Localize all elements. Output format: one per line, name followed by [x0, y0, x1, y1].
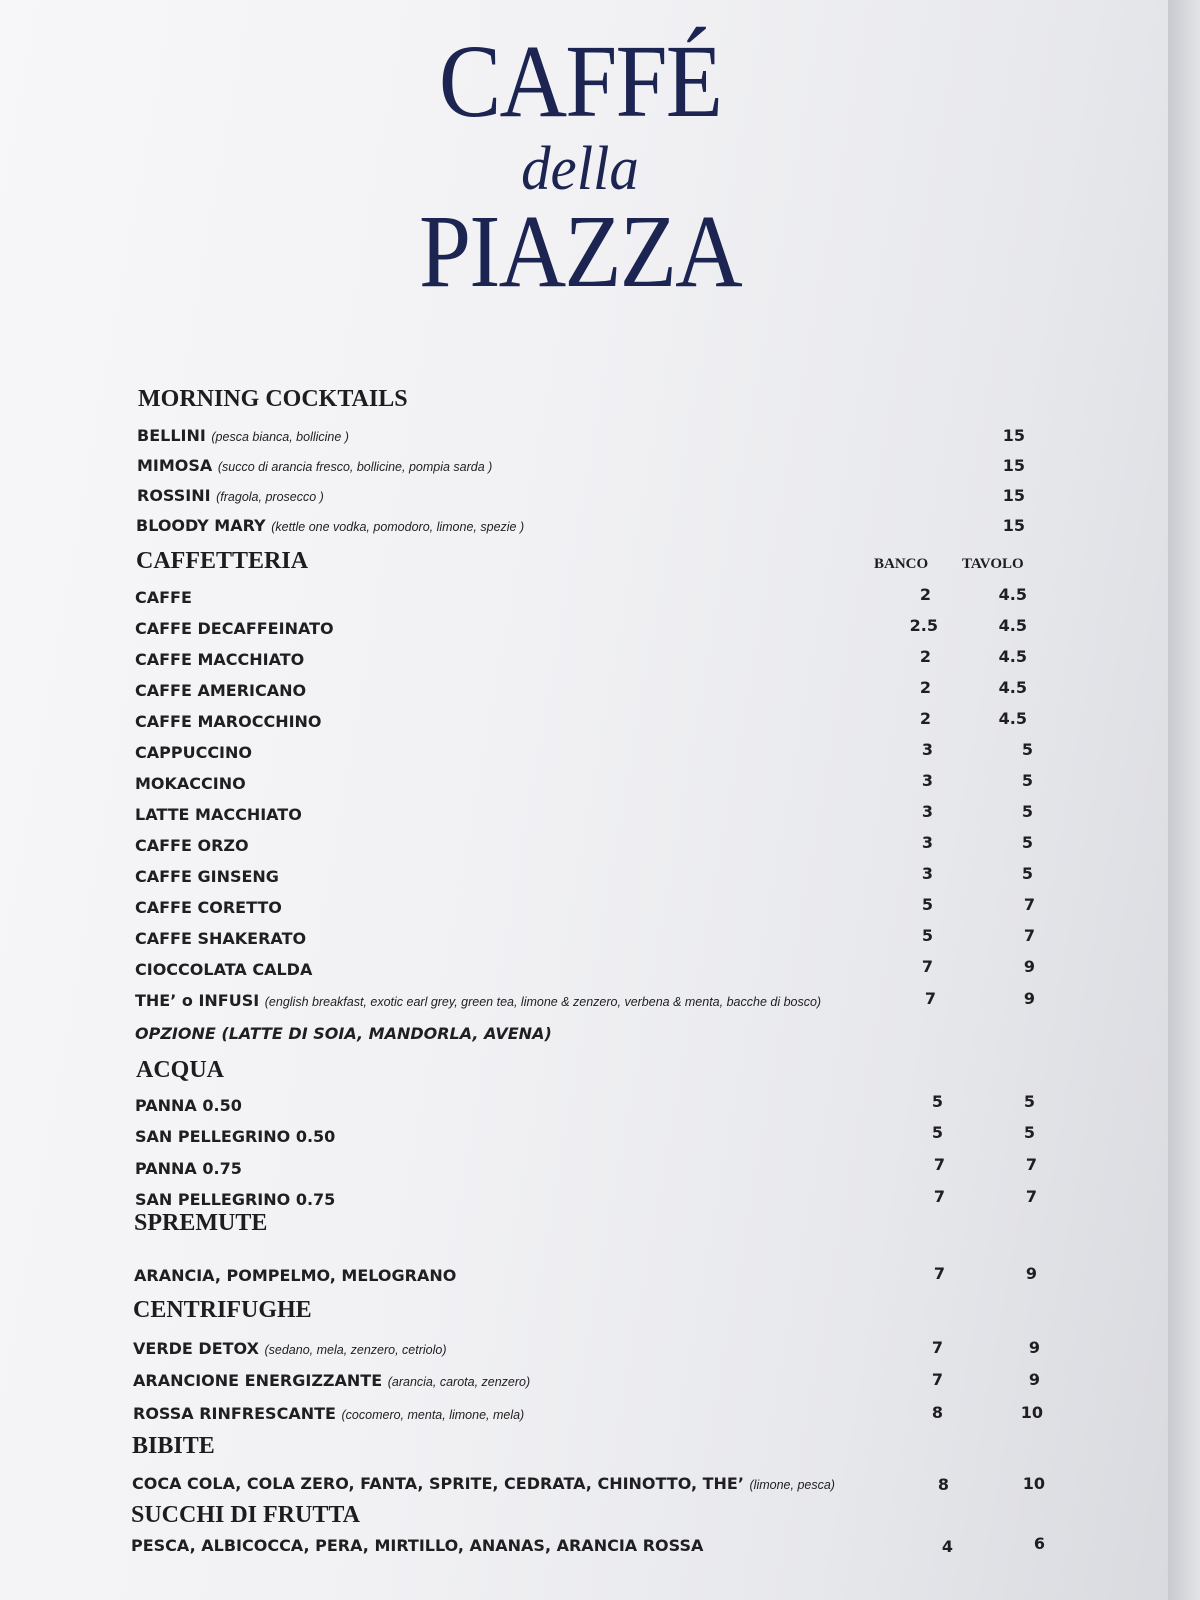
logo-line-caffe: CAFFÉ [438, 24, 722, 139]
price: 15 [1002, 516, 1025, 535]
price-banco: 3 [921, 833, 933, 852]
price-tavolo: 9 [1023, 957, 1035, 976]
item-name: CAFFE CORETTO [135, 898, 282, 917]
price-tavolo: 5 [1021, 740, 1033, 759]
price-tavolo: 4.5 [998, 585, 1027, 604]
price-tavolo: 5 [1021, 864, 1033, 883]
menu-item-arancione-energizzante [133, 1371, 530, 1390]
menu-item-panna-050 [135, 1096, 242, 1115]
price-tavolo: 4.5 [998, 678, 1027, 697]
item-description: (kettle one vodka, pomodoro, limone, spezie ) [271, 520, 525, 534]
section-title-spremute: SPREMUTE [134, 1210, 268, 1236]
price-tavolo: 5 [1021, 802, 1033, 821]
price-banco: 8 [937, 1475, 949, 1494]
price-banco: 8 [931, 1403, 943, 1422]
price: 15 [1002, 456, 1025, 475]
price-banco: 5 [921, 895, 933, 914]
price-banco: 3 [921, 802, 933, 821]
price-tavolo: 5 [1021, 771, 1033, 790]
item-name: VERDE DETOX [133, 1339, 259, 1358]
price-tavolo: 7 [1023, 926, 1035, 945]
menu-item-san-pellegrino-075 [135, 1190, 335, 1209]
menu-item-caffe-macchiato [135, 650, 304, 669]
price-tavolo: 9 [1028, 1338, 1040, 1357]
item-name: PANNA 0.75 [135, 1159, 242, 1178]
price: 15 [1002, 426, 1025, 445]
item-name: CAFFE AMERICANO [135, 681, 307, 700]
logo-line-della: della [521, 135, 639, 203]
menu-item-mimosa [137, 456, 492, 475]
item-description: (succo di arancia fresco, bollicine, pompia sarda ) [217, 460, 493, 474]
price-tavolo: 7 [1025, 1155, 1037, 1174]
menu-item-caffe-americano [135, 681, 306, 700]
column-header-tavolo: TAVOLO [962, 556, 1024, 572]
menu-item-caffe-marocchino [135, 712, 322, 731]
item-name: CIOCCOLATA CALDA [135, 960, 313, 979]
menu-item-mokaccino [135, 774, 246, 793]
item-name: THE’ o INFUSI [135, 991, 260, 1010]
menu-item-caffe-coretto [135, 898, 282, 917]
price-tavolo: 5 [1023, 1092, 1035, 1111]
menu-item-san-pellegrino-050 [135, 1127, 335, 1146]
menu-item-cappuccino [135, 743, 252, 762]
item-name: ROSSA RINFRESCANTE [133, 1404, 336, 1423]
price-banco: 2 [919, 647, 931, 666]
item-name: CAFFE DECAFFEINATO [135, 619, 334, 638]
item-name: PESCA, ALBICOCCA, PERA, MIRTILLO, ANANAS, ARANCIA ROSSA [131, 1536, 704, 1555]
price-banco: 7 [933, 1187, 945, 1206]
item-name: SAN PELLEGRINO 0.50 [135, 1127, 336, 1146]
price-banco: 2 [919, 678, 931, 697]
item-name: ARANCIA, POMPELMO, MELOGRANO [134, 1266, 457, 1285]
price-tavolo: 5 [1021, 833, 1033, 852]
price-tavolo: 4.5 [998, 647, 1027, 666]
price-banco: 7 [933, 1155, 945, 1174]
price-tavolo: 7 [1023, 895, 1035, 914]
item-name: ARANCIONE ENERGIZZANTE [133, 1371, 383, 1390]
menu-item-latte-macchiato [135, 805, 302, 824]
item-name: COCA COLA, COLA ZERO, FANTA, SPRITE, CEDRATA, CHINOTTO, THE’ [132, 1474, 744, 1493]
price-tavolo: 5 [1023, 1123, 1035, 1142]
item-name: CAFFE MACCHIATO [135, 650, 305, 669]
menu-item-cioccolata-calda [135, 960, 312, 979]
item-name: SAN PELLEGRINO 0.75 [135, 1190, 336, 1209]
price-banco: 7 [924, 989, 936, 1008]
price-tavolo: 6 [1033, 1534, 1045, 1553]
column-header-banco: BANCO [874, 556, 929, 572]
menu-item-bloody-mary [136, 516, 524, 535]
item-description: (fragola, prosecco ) [216, 490, 324, 504]
logo-line-piazza: PIAZZA [419, 194, 741, 309]
price-tavolo: 9 [1025, 1264, 1037, 1283]
cafe-logo [380, 24, 780, 309]
menu-item-rossa-rinfrescante [133, 1404, 524, 1423]
item-name: CAFFE GINSENG [135, 867, 279, 886]
item-description: (cocomero, menta, limone, mela) [341, 1408, 525, 1422]
price-banco: 5 [921, 926, 933, 945]
price-banco: 7 [931, 1338, 943, 1357]
menu-item-bibite-mix [132, 1474, 835, 1493]
item-name: CAFFE [135, 588, 192, 607]
section-title-morning-cocktails: MORNING COCKTAILS [138, 386, 408, 412]
menu-item-caffe-shakerato [135, 929, 306, 948]
price-banco: 7 [931, 1370, 943, 1389]
menu-item-the-infusi [135, 991, 821, 1010]
milk-options-note: OPZIONE (LATTE DI SOIA, MANDORLA, AVENA) [135, 1024, 552, 1043]
item-description: (pesca bianca, bollicine ) [211, 430, 349, 444]
item-name: ROSSINI [137, 486, 211, 505]
price-banco: 3 [921, 864, 933, 883]
price-banco: 5 [931, 1123, 943, 1142]
price-tavolo: 4.5 [998, 709, 1027, 728]
menu-item-caffe-orzo [135, 836, 249, 855]
item-name: LATTE MACCHIATO [135, 805, 302, 824]
item-description: (english breakfast, exotic earl grey, green tea, limone & zenzero, verbena & menta, bacche di bosco) [264, 995, 822, 1009]
menu-item-bellini [137, 426, 349, 445]
section-title-acqua: ACQUA [136, 1057, 224, 1083]
price-tavolo: 9 [1023, 989, 1035, 1008]
price-tavolo: 10 [1020, 1403, 1043, 1422]
item-name: BLOODY MARY [136, 516, 266, 535]
price-tavolo: 7 [1025, 1187, 1037, 1206]
section-title-bibite: BIBITE [132, 1433, 215, 1459]
item-name: PANNA 0.50 [135, 1096, 242, 1115]
item-name: CAFFE SHAKERATO [135, 929, 307, 948]
background-edge [1168, 0, 1200, 1600]
price-banco: 5 [931, 1092, 943, 1111]
price-tavolo: 9 [1028, 1370, 1040, 1389]
menu-item-caffe-ginseng [135, 867, 279, 886]
item-name: CAPPUCCINO [135, 743, 252, 762]
price-tavolo: 4.5 [998, 616, 1027, 635]
item-name: CAFFE ORZO [135, 836, 249, 855]
menu-item-caffe [135, 588, 192, 607]
item-description: (arancia, carota, zenzero) [387, 1375, 531, 1389]
section-title-caffetteria: CAFFETTERIA [136, 548, 309, 574]
price-banco: 2.5 [909, 616, 938, 635]
price-tavolo: 10 [1022, 1474, 1045, 1493]
section-title-centrifughe: CENTRIFUGHE [133, 1297, 312, 1323]
price-banco: 7 [933, 1264, 945, 1283]
menu-item-rossini [137, 486, 324, 505]
price: 15 [1002, 486, 1025, 505]
menu-item-succhi-mix [131, 1536, 703, 1555]
item-name: MIMOSA [137, 456, 213, 475]
price-banco: 3 [921, 740, 933, 759]
item-name: BELLINI [137, 426, 206, 445]
item-description: (limone, pesca) [749, 1478, 835, 1492]
price-banco: 4 [941, 1537, 953, 1556]
price-banco: 2 [919, 709, 931, 728]
menu-item-panna-075 [135, 1159, 242, 1178]
price-banco: 2 [919, 585, 931, 604]
menu-item-spremute-mix [134, 1266, 456, 1285]
price-banco: 7 [921, 957, 933, 976]
menu-item-verde-detox [133, 1339, 447, 1358]
menu-item-caffe-decaffeinato [135, 619, 334, 638]
item-name: MOKACCINO [135, 774, 246, 793]
section-title-succhi-di-frutta: SUCCHI DI FRUTTA [131, 1502, 360, 1528]
price-banco: 3 [921, 771, 933, 790]
item-description: (sedano, mela, zenzero, cetriolo) [264, 1343, 447, 1357]
item-name: CAFFE MAROCCHINO [135, 712, 322, 731]
